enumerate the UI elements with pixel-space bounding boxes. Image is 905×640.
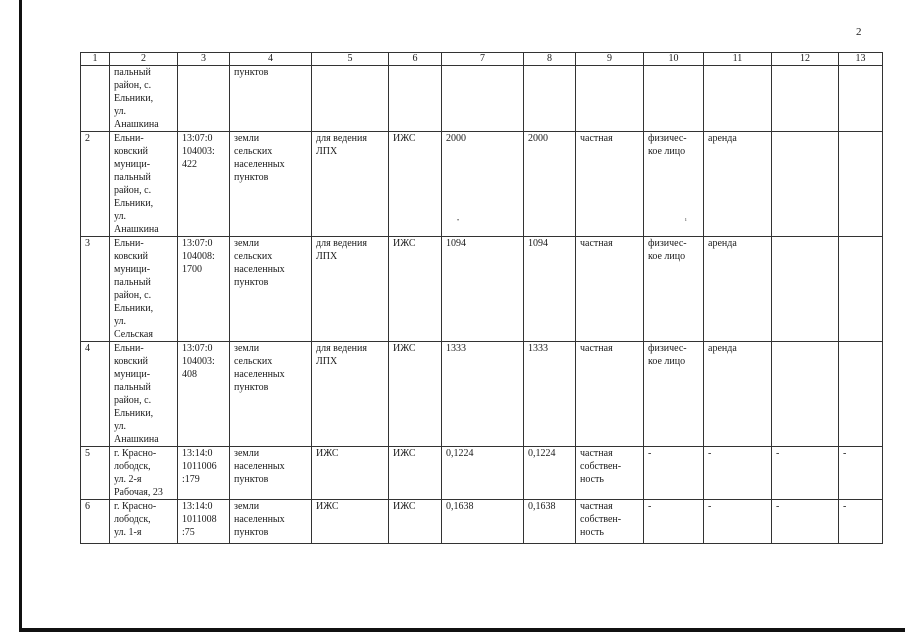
column-number-cell: 11 <box>704 53 772 66</box>
table-row <box>81 500 883 544</box>
column-number-row <box>81 53 883 66</box>
column-number-cell: 13 <box>839 53 883 66</box>
bottom-page-border <box>19 628 905 632</box>
table-row <box>81 237 883 342</box>
table-cell <box>312 66 389 132</box>
table-cell: - <box>772 500 839 544</box>
table-cell: для ведения ЛПХ <box>312 237 389 342</box>
table-cell <box>81 66 110 132</box>
table-cell: ИЖС <box>389 237 442 342</box>
table-cell: 1094 <box>442 237 524 342</box>
table-cell: г. Красно- лободск, ул. 2-я Рабочая, 23 <box>110 447 178 500</box>
table-cell: - <box>644 447 704 500</box>
table-cell <box>839 237 883 342</box>
table-cell <box>839 342 883 447</box>
table-cell: частная <box>576 237 644 342</box>
table-cell: пальный район, с. Ельники, ул. Анашкина <box>110 66 178 132</box>
table-cell: аренда <box>704 237 772 342</box>
column-number-cell: 1 <box>81 53 110 66</box>
table-cell: 13:07:0 104003: 408 <box>178 342 230 447</box>
table-cell: г. Красно- лободск, ул. 1-я <box>110 500 178 544</box>
table-cell: ИЖС <box>389 500 442 544</box>
table-cell <box>389 66 442 132</box>
table-cell: 1333 <box>524 342 576 447</box>
column-number-cell: 5 <box>312 53 389 66</box>
table-cell <box>442 66 524 132</box>
table-cell: 6 <box>81 500 110 544</box>
table-cell: аренда <box>704 132 772 237</box>
left-page-border <box>19 0 22 632</box>
table-cell <box>644 66 704 132</box>
table-cell <box>839 132 883 237</box>
column-number-cell: 3 <box>178 53 230 66</box>
table-cell: для ведения ЛПХ <box>312 342 389 447</box>
table-cell: частная <box>576 132 644 237</box>
table-cell: физичес- кое лицо <box>644 132 704 237</box>
table-cell <box>704 66 772 132</box>
table-cell: - <box>644 500 704 544</box>
table-cell: 0,1224 <box>442 447 524 500</box>
column-number-cell: 9 <box>576 53 644 66</box>
table-cell <box>772 342 839 447</box>
table-cell: ИЖС <box>312 500 389 544</box>
table-cell: физичес- кое лицо <box>644 237 704 342</box>
table-cell: аренда <box>704 342 772 447</box>
table-cell: земли сельских населенных пунктов <box>230 237 312 342</box>
scan-speck: • <box>457 218 460 224</box>
column-number-cell: 6 <box>389 53 442 66</box>
table-cell: ИЖС <box>389 132 442 237</box>
table-cell: - <box>704 500 772 544</box>
table-cell <box>772 237 839 342</box>
table-row <box>81 66 883 132</box>
scan-speck: ı <box>685 217 687 223</box>
table-cell <box>576 66 644 132</box>
table-cell: ИЖС <box>389 342 442 447</box>
table-cell: 2000 <box>442 132 524 237</box>
table-cell: 1094 <box>524 237 576 342</box>
table-cell: пунктов <box>230 66 312 132</box>
table-cell: - <box>772 447 839 500</box>
table-cell: 2000 <box>524 132 576 237</box>
table-cell: 13:14:0 1011006 :179 <box>178 447 230 500</box>
table-cell: земли населенных пунктов <box>230 500 312 544</box>
table-cell: Ельни- ковский муници- пальный район, с. Ельники, ул. Сельская <box>110 237 178 342</box>
column-number-cell: 12 <box>772 53 839 66</box>
column-number-cell: 2 <box>110 53 178 66</box>
table-cell: - <box>839 447 883 500</box>
table-cell <box>839 66 883 132</box>
table-cell: частная <box>576 342 644 447</box>
table-cell: 0,1638 <box>442 500 524 544</box>
table-row <box>81 447 883 500</box>
table-cell: земли сельских населенных пунктов <box>230 132 312 237</box>
table-cell: 3 <box>81 237 110 342</box>
table-cell <box>772 132 839 237</box>
table-cell: земли сельских населенных пунктов <box>230 342 312 447</box>
table-cell: - <box>839 500 883 544</box>
table-cell: для ведения ЛПХ <box>312 132 389 237</box>
table-cell: 0,1638 <box>524 500 576 544</box>
column-number-cell: 4 <box>230 53 312 66</box>
table-cell <box>524 66 576 132</box>
table-cell: Ельни- ковский муници- пальный район, с. Ельники, ул. Анашкина <box>110 342 178 447</box>
table-cell: 0,1224 <box>524 447 576 500</box>
table-cell: 2 <box>81 132 110 237</box>
table-row <box>81 342 883 447</box>
table-cell: физичес- кое лицо <box>644 342 704 447</box>
column-number-cell: 8 <box>524 53 576 66</box>
table-cell: земли населенных пунктов <box>230 447 312 500</box>
table-cell <box>772 66 839 132</box>
table-cell: частная собствен- ность <box>576 500 644 544</box>
table-cell: Ельни- ковский муници- пальный район, с. Ельники, ул. Анашкина <box>110 132 178 237</box>
table-cell: ИЖС <box>312 447 389 500</box>
table-cell: 4 <box>81 342 110 447</box>
table-cell: 13:07:0 104003: 422 <box>178 132 230 237</box>
column-number-cell: 10 <box>644 53 704 66</box>
table-cell: 5 <box>81 447 110 500</box>
land-plots-table <box>80 52 883 544</box>
table-cell: 13:14:0 1011008 :75 <box>178 500 230 544</box>
table-cell: частная собствен- ность <box>576 447 644 500</box>
table-cell <box>178 66 230 132</box>
table-cell: 1333 <box>442 342 524 447</box>
table-cell: ИЖС <box>389 447 442 500</box>
table-row <box>81 132 883 237</box>
table-cell: 13:07:0 104008: 1700 <box>178 237 230 342</box>
table-cell: - <box>704 447 772 500</box>
column-number-cell: 7 <box>442 53 524 66</box>
page-number: 2 <box>856 26 862 38</box>
